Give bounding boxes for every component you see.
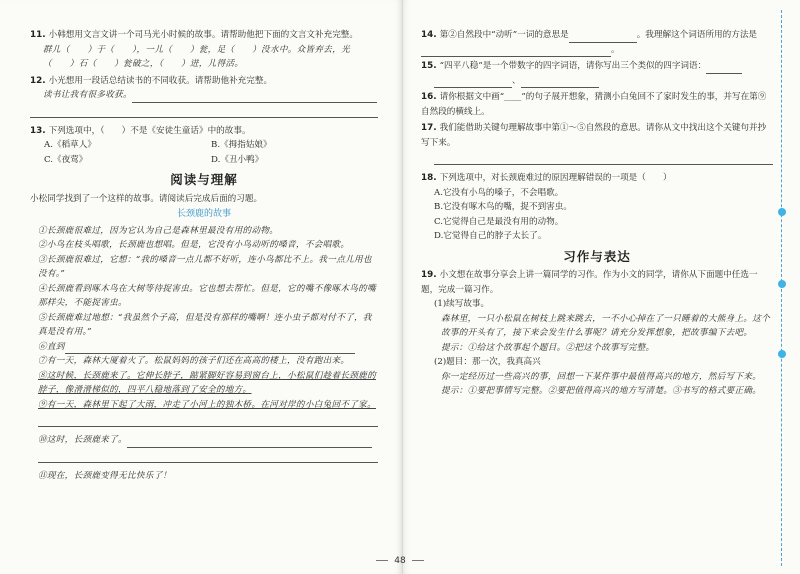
dashed-cut-line — [781, 10, 782, 566]
option-d[interactable]: D.《丑小鸭》 — [211, 154, 264, 165]
story-paragraph: ④长颈鹿看到啄木鸟在大树等待捉害虫。它也想去帮忙。但是，它的嘴不像啄木鸟的嘴那样尖，不能捉害虫。 — [38, 283, 376, 308]
question-number: 15. — [421, 61, 437, 71]
question-text: 第②自然段中“动听”一词的意思是 — [439, 30, 569, 40]
question-text: 请你根据文中画“____”的句子展开想象，猜测小白兔回不了家时发生的事，并写在第⑨自然段的横线上。 — [421, 92, 767, 117]
writing-option-1-body: 森林里，一只小松鼠在树枝上跳来跳去，一不小心掉在了一只睡着的大熊身上。这个故事的开头有了，接下来会发生什么事呢？请充分发挥想象，把故事编下去吧。 — [441, 313, 771, 338]
question-number: 19. — [421, 270, 437, 280]
question-number: 13. — [30, 125, 46, 136]
answer-line[interactable] — [434, 152, 773, 165]
question-text: 小韩想用文言文讲一个司马光小时候的故事。请帮助他把下面的文言文补充完整。 — [48, 30, 358, 40]
story-paragraph: ⑤长颈鹿难过地想：“我虽然个子高，但是没有那样的嘴啊！连小虫子都对付不了，我真是没有用。” — [38, 312, 372, 337]
question-14 — [421, 28, 773, 57]
writing-option-1-title: (1)续写故事。 — [434, 299, 490, 309]
question-18 — [421, 171, 773, 244]
answer-blank[interactable] — [521, 76, 599, 88]
option-a[interactable]: A.《稻草人》 — [44, 140, 96, 150]
story-paragraph: ⑪现在，长颈鹿变得无比快乐了！ — [38, 470, 172, 481]
options — [30, 138, 378, 167]
option-a[interactable]: A.它没有小鸟的嗓子，不会唱歌。 — [434, 187, 564, 198]
option-b[interactable]: B.《拇指姑娘》 — [211, 140, 272, 150]
section-title-reading: 阅读与理解 — [170, 172, 238, 187]
answer-line[interactable] — [38, 450, 378, 463]
question-text: 小文想在故事分享会上讲一篇同学的习作。作为小文的同学，请你从下面题中任选一题，完成一篇习作。 — [421, 270, 758, 295]
answer-blank[interactable] — [706, 62, 742, 74]
question-text: “四平八稳”是一个带数字的四字词语，请你写出三个类似的四字词语： — [439, 61, 707, 71]
answer-blanks: 、 — [421, 74, 773, 89]
question-text: 。 — [611, 44, 620, 55]
story-body — [30, 224, 378, 484]
answer-line[interactable] — [30, 105, 378, 118]
answer-blank[interactable] — [127, 436, 372, 448]
question-number: 17. — [421, 123, 437, 133]
option-c[interactable]: C.《夜莺》 — [44, 154, 88, 165]
question-text: 。我理解这个词语所用的方法是 — [636, 30, 758, 40]
story-fragment: ⑩这时，长颈鹿来了。 — [38, 435, 127, 445]
binding-dot — [778, 208, 786, 216]
question-12 — [30, 74, 378, 118]
writing-option-2-body: 你一定经历过一些高兴的事，回想一下某件事中最值得高兴的地方，然后写下来。 — [441, 371, 762, 382]
question-number: 11. — [30, 30, 46, 40]
question-number: 14. — [421, 30, 437, 40]
question-13 — [30, 124, 378, 168]
classical-chinese-blanks[interactable]: 群儿（ ）于（ ），一儿（ ）瓮，足（ ）没水中。众皆弃去，光（ ）石（ ）瓮破之，（ ）迸，儿得活。 — [43, 44, 350, 69]
question-19 — [421, 268, 773, 399]
question-text: 我们能借助关键句理解故事中第①～⑤自然段的意思。请你从文中找出这个关键句并抄写下来。 — [421, 123, 767, 148]
question-number: 12. — [30, 75, 46, 86]
answer-blank[interactable] — [65, 342, 355, 354]
right-page — [403, 0, 800, 574]
question-15 — [421, 59, 773, 88]
option-c[interactable]: C.它觉得自己是最没有用的动物。 — [434, 216, 564, 227]
question-11 — [30, 28, 378, 72]
story-paragraph-6 — [30, 340, 378, 355]
story-paragraph-underlined: ⑧这时候，长颈鹿来了。它伸长脖子，踮紧脚好容易到窗台上，小松鼠们趁着长颈鹿的脖子，像滑滑梯似的，四平八稳地落到了安全的地方。 — [38, 370, 376, 395]
story-paragraph: ⑦有一天，森林大厦着火了。松鼠妈妈的孩子们还在高高的楼上，没有跑出来。 — [38, 356, 350, 366]
question-number: 18. — [421, 173, 437, 183]
story-paragraph: ②小鸟在枝头唱歌，长颈鹿也想唱。但是，它没有小鸟动听的嗓音，不会唱歌。 — [38, 240, 350, 250]
page-number-text: 48 — [394, 556, 406, 566]
question-number: 16. — [421, 92, 437, 102]
divider — [412, 560, 424, 561]
story-fragment: ⑥直到 — [38, 341, 65, 352]
answer-blank[interactable] — [434, 76, 512, 88]
answer-prefix: 读书让我有很多收获。 — [43, 90, 132, 100]
page-number — [0, 556, 800, 566]
question-text: 下列选项中，（ ）不是《安徒生童话》中的故事。 — [48, 125, 251, 136]
option-b[interactable]: B.它没有啄木鸟的嘴，捉不到害虫。 — [434, 202, 572, 212]
divider — [376, 560, 388, 561]
answer-blank[interactable] — [569, 31, 637, 43]
answer-blank[interactable] — [421, 45, 611, 57]
right-column — [421, 28, 773, 401]
question-text: 下列选项中，对长颈鹿难过的原因理解错误的一项是（ ） — [439, 173, 672, 183]
story-paragraph-underlined: ⑨有一天，森林里下起了大雨，冲走了小河上的独木桥。在河对岸的小白兔回不了家。 — [38, 399, 376, 410]
reading-intro: 小松同学找到了一个这样的故事。请阅读后完成后面的习题。 — [30, 193, 263, 204]
left-column — [30, 28, 378, 483]
answer-line-start[interactable] — [30, 88, 378, 103]
story-paragraph: ①长颈鹿很难过，因为它认为自己是森林里最没有用的动物。 — [38, 225, 279, 236]
writing-option-2-title: (2)题目：那一次，我真高兴 — [434, 357, 541, 367]
binding-dot — [778, 280, 786, 288]
question-17 — [421, 121, 773, 165]
answer-blank[interactable] — [132, 91, 377, 103]
answer-line[interactable] — [38, 414, 378, 427]
question-text: 小光想用一段话总结读书的不同收获。请帮助他补充完整。 — [48, 75, 273, 86]
story-paragraph: ③长颈鹿很难过，它想：“我的嗓音一点儿都不好听，连小鸟都比不上。我一点儿用也没有。” — [38, 254, 372, 279]
section-title-writing: 习作与表达 — [563, 248, 631, 264]
story-paragraph-10 — [30, 433, 378, 448]
writing-option-2-tip: 提示：①要把事情写完整。②要把值得高兴的地方写清楚。③书写的格式要正确。 — [441, 386, 762, 396]
writing-option-1-tip: 提示：①给这个故事起个题目。②把这个故事写完整。 — [441, 342, 655, 353]
story-title: 长颈鹿的故事 — [176, 209, 231, 219]
question-16 — [421, 90, 773, 119]
binding-dot — [778, 350, 786, 358]
option-d[interactable]: D.它觉得自己的脖子太长了。 — [434, 231, 547, 241]
